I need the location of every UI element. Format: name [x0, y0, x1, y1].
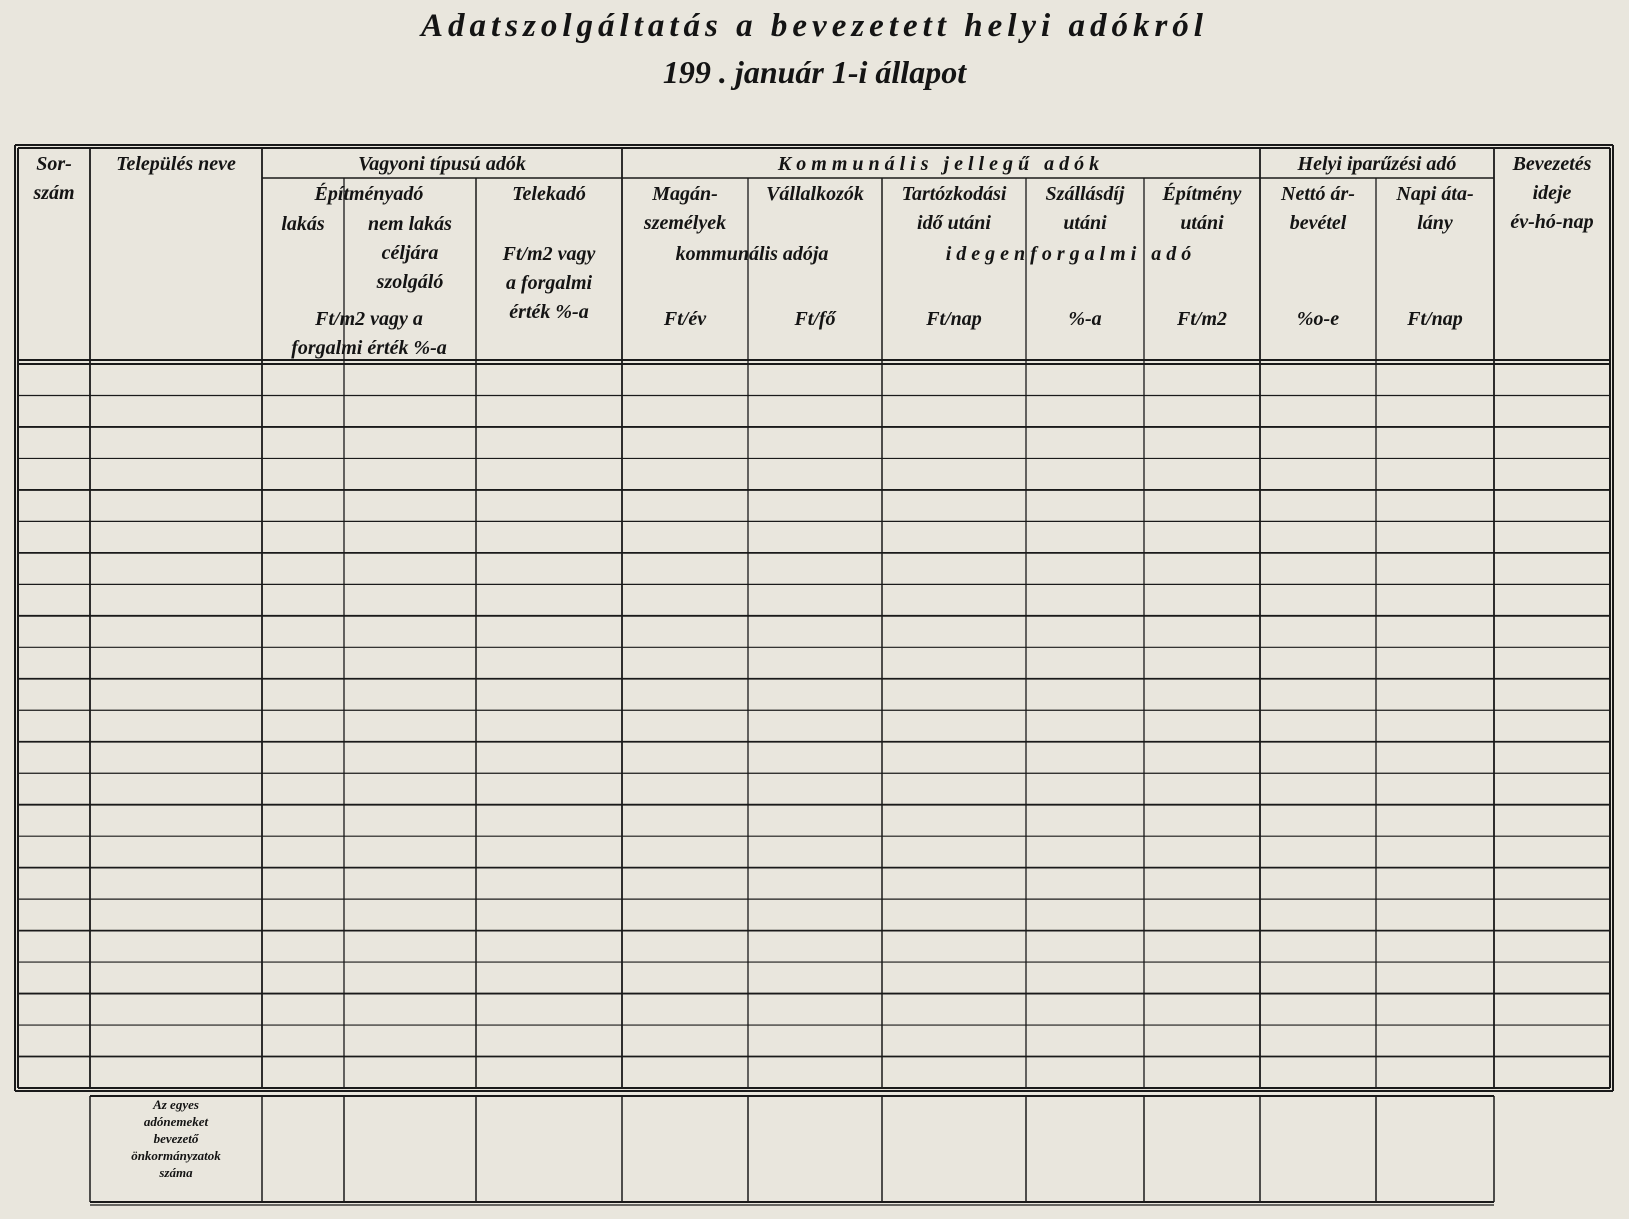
- header-telepules-neve: Település neve: [116, 153, 236, 175]
- header-szallasdij: Szállásdíj utáni: [1045, 183, 1125, 234]
- header-idegenforgalmi-ado: idegenforgalmi adó: [945, 243, 1197, 265]
- footer-label: Az egyes adónemeket bevezető önkormányzatok száma: [131, 1097, 221, 1180]
- header-magan-unit: Ft/év: [663, 308, 707, 330]
- header-epitmenyado: Építményadó: [314, 183, 424, 205]
- header-epitmeny-utani: Építmény utáni: [1162, 183, 1242, 234]
- header-netto-unit: %o-e: [1296, 308, 1340, 330]
- header-lakas: lakás: [281, 213, 325, 235]
- header-helyi-iparuzesi-ado: Helyi iparűzési adó: [1297, 153, 1457, 175]
- header-telekado: Telekadó: [512, 183, 586, 205]
- header-kommunalis-adoja: kommunális adója: [675, 243, 829, 265]
- header-sorszam: Sor- szám: [33, 153, 75, 204]
- header-napi-atalany: Napi áta- lány: [1396, 183, 1474, 234]
- document-subtitle: 199 . január 1-i állapot: [662, 54, 967, 90]
- header-kommunalis-jellegu-adok: Kommunális jellegű adók: [777, 153, 1105, 175]
- header-nem-lakas: nem lakás céljára szolgáló: [368, 213, 452, 293]
- header-szallasdij-unit: %-a: [1068, 308, 1102, 330]
- document-title: Adatszolgáltatás a bevezetett helyi adókról: [421, 8, 1208, 44]
- header-netto-arbevetel: Nettó ár- bevétel: [1281, 183, 1355, 234]
- header-napi-unit: Ft/nap: [1407, 308, 1463, 330]
- header-vagyoni-tipusu-adok: Vagyoni típusú adók: [358, 153, 526, 175]
- header-epitmenyado-unit: Ft/m2 vagy a forgalmi érték %-a: [291, 308, 447, 359]
- header-vallalkozok: Vállalkozók: [766, 183, 864, 205]
- header-telekado-unit: Ft/m2 vagy a forgalmi érték %-a: [502, 243, 596, 323]
- header-maganszemelyek: Magán- személyek: [643, 183, 727, 234]
- header-tartozkodasi: Tartózkodási idő utáni: [901, 183, 1007, 234]
- header-vallalkozok-unit: Ft/fő: [794, 308, 836, 330]
- header-bevezetes-ideje: Bevezetés ideje év-hó-nap: [1510, 153, 1594, 233]
- header-tartozkodasi-unit: Ft/nap: [926, 308, 982, 330]
- header-epitmeny-utani-unit: Ft/m2: [1176, 308, 1227, 330]
